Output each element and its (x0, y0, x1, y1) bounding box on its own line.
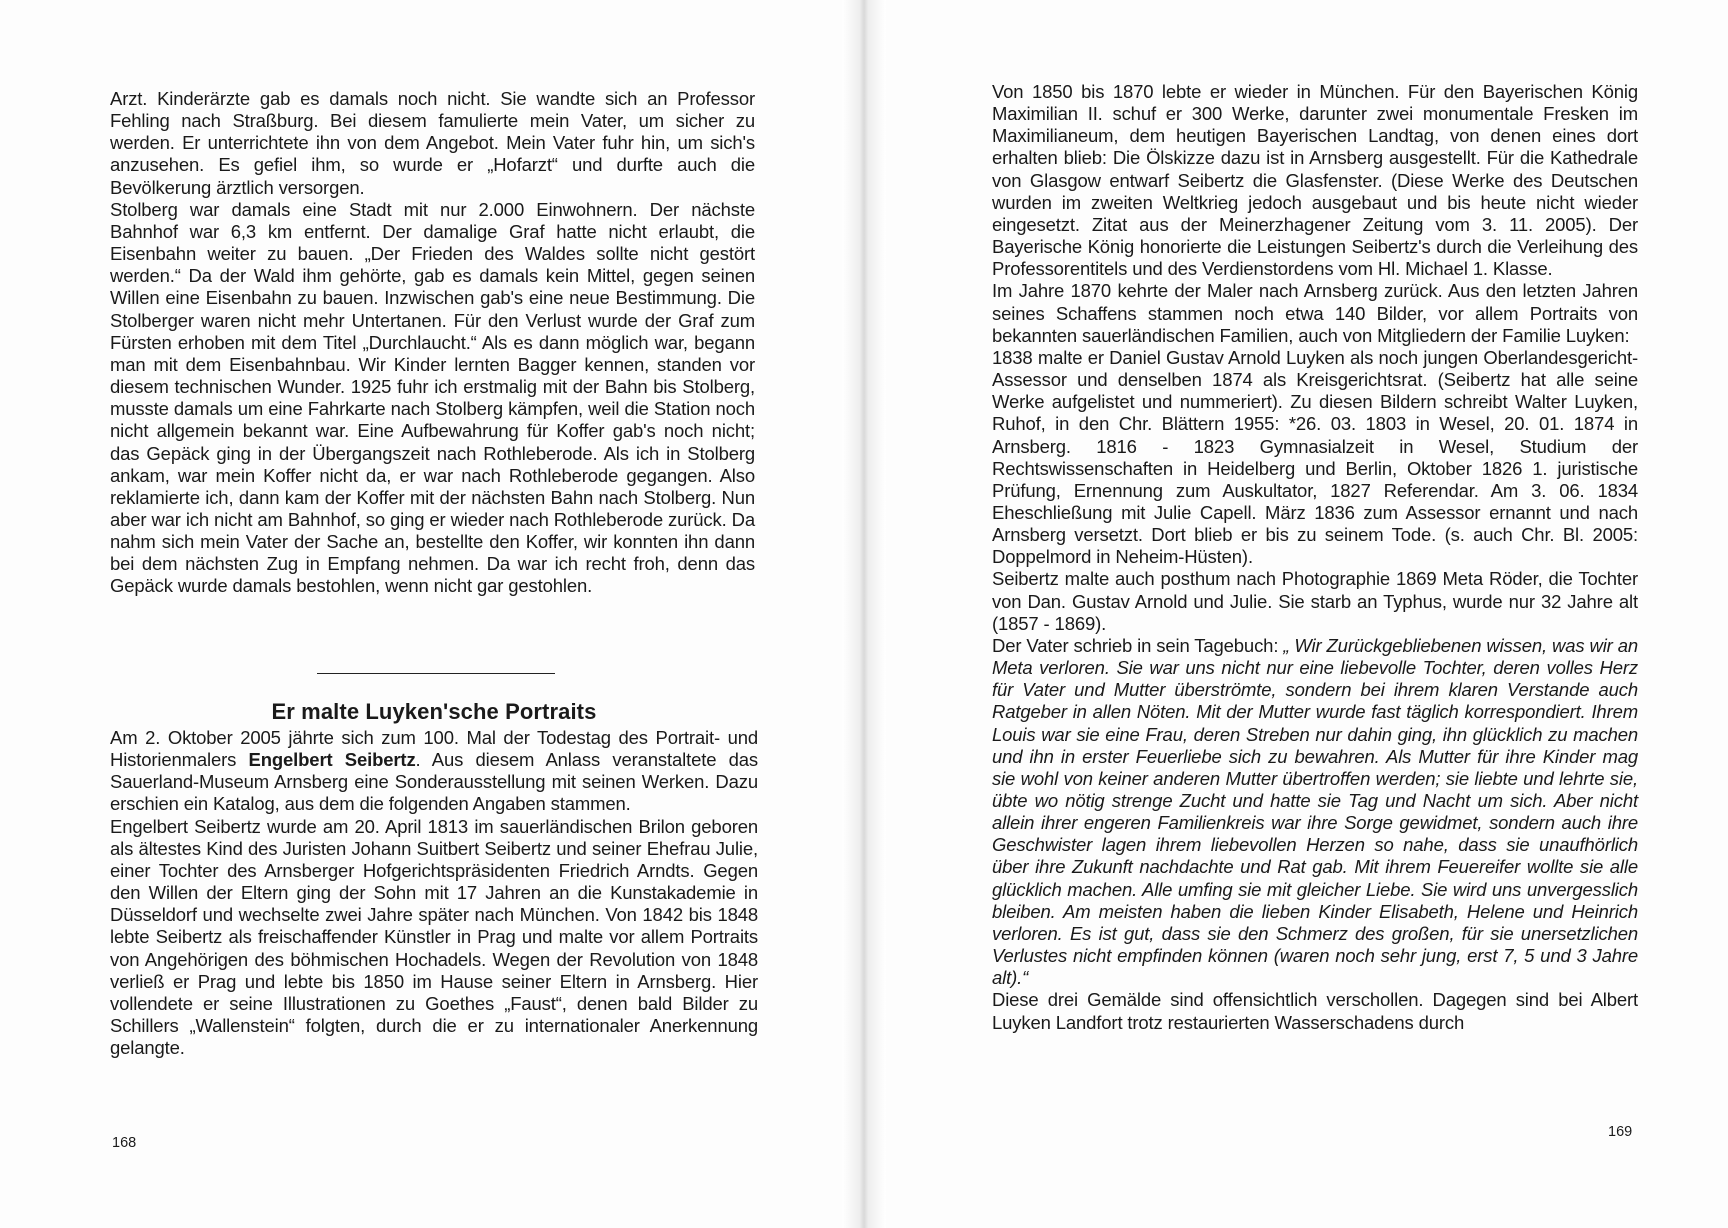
page-number: 169 (1608, 1124, 1633, 1140)
section-divider (317, 673, 555, 674)
paragraph: 1838 malte er Daniel Gustav Arnold Luyken als noch jungen Oberlandesgericht-Assessor und denselben 1874 als Kreisgerichtsrat. (Seibertz hat alle seine Werke aufgelistet und nummeriert). Zu diesen Bildern schreibt Walter Luyken, Ruhof, in den Chr. Blättern 1955: *26. 03. 1803 in Wesel, 20. 01. 1874 in Arnsberg. 1816 - 1823 Gymnasialzeit in Wesel, Studium der Rechtswissenschaften in Heidelberg und Berlin, Oktober 1826 1. juristische Prüfung, Ernennung zum Auskultator, 1827 Referendar. Am 3. 06. 1834 Eheschließung mit Julie Capell. März 1836 zum Assessor ernannt und nach Arnsberg versetzt. Dort blieb er bis zu seinem Tode. (s. auch Chr. Bl. 2005: Doppelmord in Neheim-Hüsten). (992, 346, 1638, 568)
paragraph: Arzt. Kinderärzte gab es damals noch nicht. Sie wandte sich an Professor Fehling nach Straßburg. Bei diesem famulierte mein Vater, um sicher zu werden. Er unterrichtete ihn von dem Angebot. Mein Vater fuhr hin, um sich's anzusehen. Es gefiel ihm, so wurde er „Hofarzt“ und durfte auch die Bevölkerung ärztlich versorgen. (110, 88, 755, 198)
section-heading: Er malte Luyken'sche Portraits (271, 699, 597, 724)
paragraph: Engelbert Seibertz wurde am 20. April 1813 im sauerländischen Brilon geboren als ältestes Kind des Juristen Johann Suitbert Seibertz und seiner Ehefrau Julie, einer Tochter des Arnsberger Hofgerichtspräsidenten Friedrich Arndts. Gegen den Willen der Eltern ging der Sohn mit 17 Jahren an die Kunstakademie in Düsseldorf und wechselte zwei Jahre später nach München. Von 1842 bis 1848 lebte Seibertz als freischaffender Künstler in Prag und malte vor allem Portraits von Angehörigen des böhmischen Hochadels. Wegen der Revolution von 1848 verließ er Prag und lebte bis 1850 im Hause seiner Eltern in Arnsberg. Hier vollendete er seine Illustrationen zu Goethes „Faust“, denen bald Bilder zu Schillers „Wallenstein“ folgten, durch die er zu internationaler Anerkennung gelangte. (110, 815, 758, 1059)
paragraph (110, 727, 758, 816)
left-bottom-text (110, 727, 758, 1059)
diary-quote: „ Wir Zurückgebliebenen wissen, was wir an Meta verloren. Sie war uns nicht nur eine liebevolle Tochter, deren volles Herz für Vater und Mutter überströmte, sondern bei ihrem klaren Verstande auch Ratgeber in allen Nöten. Mit der Mutter wurde fast täglich korrespondiert. Ihrem Louis war sie eine Frau, deren Streben nur dahin ging, ihn glücklich zu machen und ihn in erster Feuerliebe sich zu bewahren. Als Mutter für ihre Kinder mag sie wohl von keiner anderen Mutter übertroffen werden; sie liebte und lehrte sie, übte wo nötig strenge Zucht und hatte sie Tag und Nacht um sich. Aber nicht allein ihrer engeren Familienkreis war ihre Sorge gewidmet, sondern auch ihre Geschwister lagen ihrem liebevollen Herzen so nahe, dass sie unaufhörlich über ihre Zukunft nachdachte und Rat gab. Mit ihrem Feuereifer wollte sie alle glücklich machen. Alle umfing sie mit gleicher Liebe. Sie wird uns unvergesslich bleiben. Am meisten haben die lieben Kinder Elisabeth, Helene und Heinrich verloren. Es ist gut, dass sie den Schmerz des großen, für sie unersetzlichen Verlustes nicht empfinden können (waren noch sehr jung, erst 7, 5 und 3 Jahre alt).“ (992, 634, 1638, 989)
intro-text-continued: . Aus diesem Anlass veranstaltete das Sauerland-Museum Arnsberg eine Sonderausstellung mit seinen Werken. Dazu erschien ein Katalog, aus dem die folgenden Angaben stammen. (110, 749, 758, 815)
right-text (992, 81, 1638, 1034)
page-number: 168 (112, 1135, 137, 1151)
book-gutter (842, 0, 886, 1228)
paragraph: Stolberg war damals eine Stadt mit nur 2.000 Einwohnern. Der nächste Bahnhof war 6,3 km entfernt. Der damalige Graf hatte nicht erlaubt, die Eisenbahn weiter zu bauen. „Der Frieden des Waldes sollte nicht gestört werden.“ Da der Wald ihm gehörte, gab es damals kein Mittel, gegen seinen Willen eine Eisenbahn zu bauen. Inzwischen gab's eine neue Bestimmung. Die Stolberger waren nicht mehr Untertanen. Für den Verlust wurde der Graf zum Fürsten erhoben mit dem Titel „Durchlaucht.“ Als es dann möglich war, begann man mit dem Eisenbahnbau. Wir Kinder lernten Bagger kennen, standen vor diesem technischen Wunder. 1925 fuhr ich erstmalig mit der Bahn bis Stolberg, musste damals um eine Fahrkarte nach Stolberg kämpfen, weil die Station noch nicht allgemein bekannt war. Eine Aufbewahrung für Koffer gab's noch nicht; das Gepäck ging in der Übergangszeit nach Rothleberode. Als ich in Stolberg ankam, war mein Koffer nicht da, er war nach Rothleberode gegangen. Also reklamierte ich, dann kam der Koffer mit der nächsten Bahn nach Stolberg. Nun aber war ich nicht am Bahnhof, so ging er wieder nach Rothleberode zurück. Da nahm sich mein Vater der Sache an, bestellte den Koffer, wir konnten ihn dann bei dem nächsten Zug in Empfang nehmen. Da war ich recht froh, denn das Gepäck wurde damals bestohlen, wenn nicht gar gestohlen. (110, 198, 755, 597)
paragraph: Diese drei Gemälde sind offensichtlich verschollen. Dagegen sind bei Albert Luyken Landfort trotz restaurierten Wasserschadens durch (992, 989, 1638, 1033)
right-page (886, 0, 1728, 1228)
left-top-text (110, 88, 755, 598)
intro-text: Am 2. Oktober 2005 jährte sich zum 100. Mal der Todestag des Portrait- und Historienmalers (110, 727, 758, 771)
left-page (0, 0, 842, 1228)
paragraph: Im Jahre 1870 kehrte der Maler nach Arnsberg zurück. Aus den letzten Jahren seines Schaffens stammen noch etwa 140 Bilder, vor allem Portraits von bekannten sauerländischen Familien, auch von Mitgliedern der Familie Luyken: (992, 280, 1638, 346)
quote-intro: Der Vater schrieb in sein Tagebuch: (992, 634, 1284, 656)
painter-name: Engelbert Seibertz (248, 749, 416, 771)
paragraph (992, 635, 1638, 990)
paragraph: Seibertz malte auch posthum nach Photographie 1869 Meta Röder, die Tochter von Dan. Gustav Arnold und Julie. Sie starb an Typhus, wurde nur 32 Jahre alt (1857 - 1869). (992, 568, 1638, 634)
paragraph: Von 1850 bis 1870 lebte er wieder in München. Für den Bayerischen König Maximilian II. schuf er 300 Werke, darunter zwei monumentale Fresken im Maximilianeum, dem heutigen Bayerischen Landtag, von denen eines dort erhalten blieb: Die Ölskizze dazu ist in Arnsberg ausgestellt. Für die Kathedrale von Glasgow entwarf Seibertz die Glasfenster. (Diese Werke des Deutschen wurden im zweiten Weltkrieg jedoch ausgebaut und bis heute nicht wieder eingesetzt. Zitat aus der Meinerzhagener Zeitung vom 3. 11. 2005). Der Bayerische König honorierte die Leistungen Seibertz's durch die Verleihung des Professorentitels und des Verdienstordens vom Hl. Michael 1. Klasse. (992, 81, 1638, 280)
